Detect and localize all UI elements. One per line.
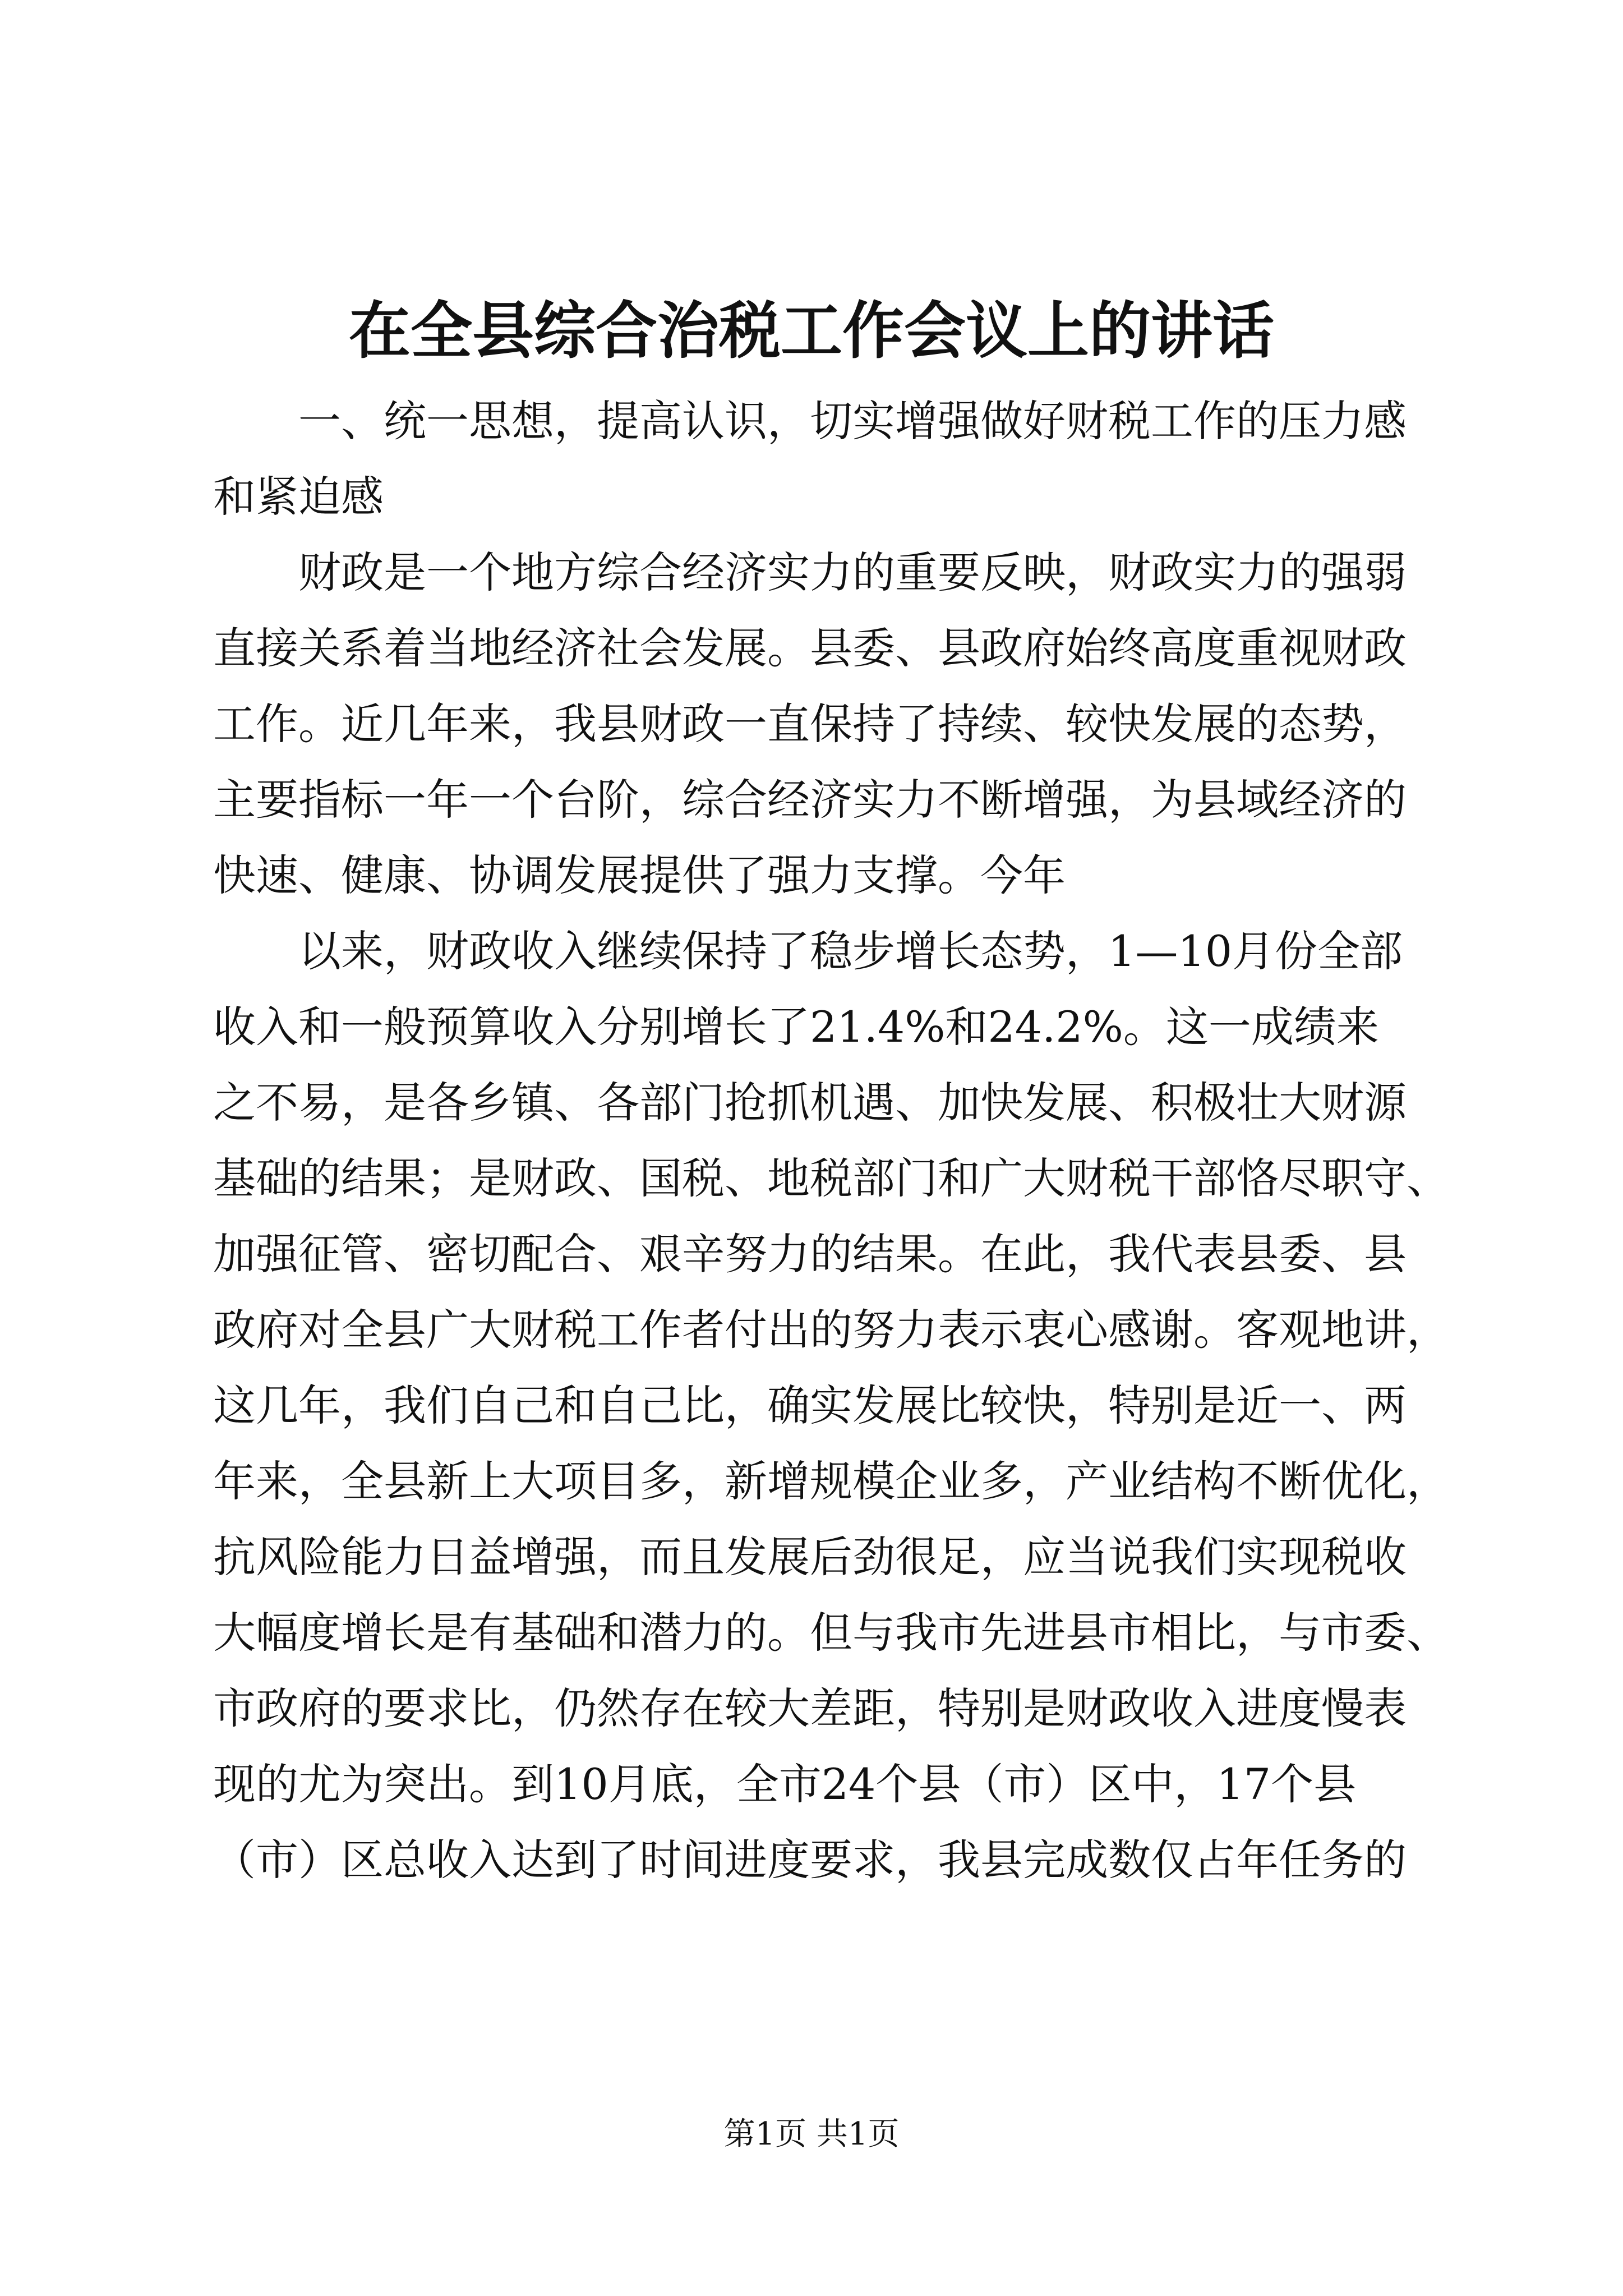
body-line: 和紧迫感	[213, 472, 384, 522]
body-line: 主要指标一年一个台阶，综合经济实力不断增强，为县域经济的	[213, 775, 1407, 825]
body-line: 政府对全县广大财税工作者付出的努力表示衷心感谢。客观地讲，	[213, 1305, 1449, 1355]
body-line: 现的尤为突出。到10月底，全市24个县（市）区中，17个县	[213, 1759, 1357, 1809]
body-line: 抗风险能力日益增强，而且发展后劲很足，应当说我们实现税收	[213, 1532, 1407, 1582]
body-line: 财政是一个地方综合经济实力的重要反映，财政实力的强弱	[213, 547, 1407, 597]
body-line: 基础的结果；是财政、国税、地税部门和广大财税干部恪尽职守、	[213, 1153, 1449, 1203]
body-line: 加强征管、密切配合、艰辛努力的结果。在此，我代表县委、县	[213, 1229, 1407, 1279]
body-line: 以来，财政收入继续保持了稳步增长态势，1—10月份全部	[213, 926, 1403, 976]
body-line: 直接关系着当地经济社会发展。县委、县政府始终高度重视财政	[213, 623, 1407, 673]
body-line: 大幅度增长是有基础和潜力的。但与我市先进县市相比，与市委、	[213, 1608, 1449, 1658]
body-line: 年来，全县新上大项目多，新增规模企业多，产业结构不断优化，	[213, 1456, 1449, 1506]
page-footer: 第1页 共1页	[723, 2116, 900, 2152]
document-body	[213, 383, 1449, 1898]
body-line: 这几年，我们自己和自己比，确实发展比较快，特别是近一、两	[213, 1381, 1407, 1430]
body-line: 快速、健康、协调发展提供了强力支撑。今年	[213, 850, 1066, 900]
body-line: 一、统一思想，提高认识，切实增强做好财税工作的压力感	[213, 396, 1407, 446]
body-line: 工作。近几年来，我县财政一直保持了持续、较快发展的态势，	[213, 699, 1407, 749]
document-title: 在全县综合治税工作会议上的讲话	[349, 295, 1274, 367]
body-line: 市政府的要求比，仍然存在较大差距，特别是财政收入进度慢表	[213, 1683, 1407, 1733]
body-line: 之不易，是各乡镇、各部门抢抓机遇、加快发展、积极壮大财源	[213, 1078, 1407, 1128]
body-line: 收入和一般预算收入分别增长了21.4%和24.2%。这一成绩来	[213, 1002, 1379, 1052]
body-line: （市）区总收入达到了时间进度要求，我县完成数仅占年任务的	[213, 1835, 1407, 1885]
